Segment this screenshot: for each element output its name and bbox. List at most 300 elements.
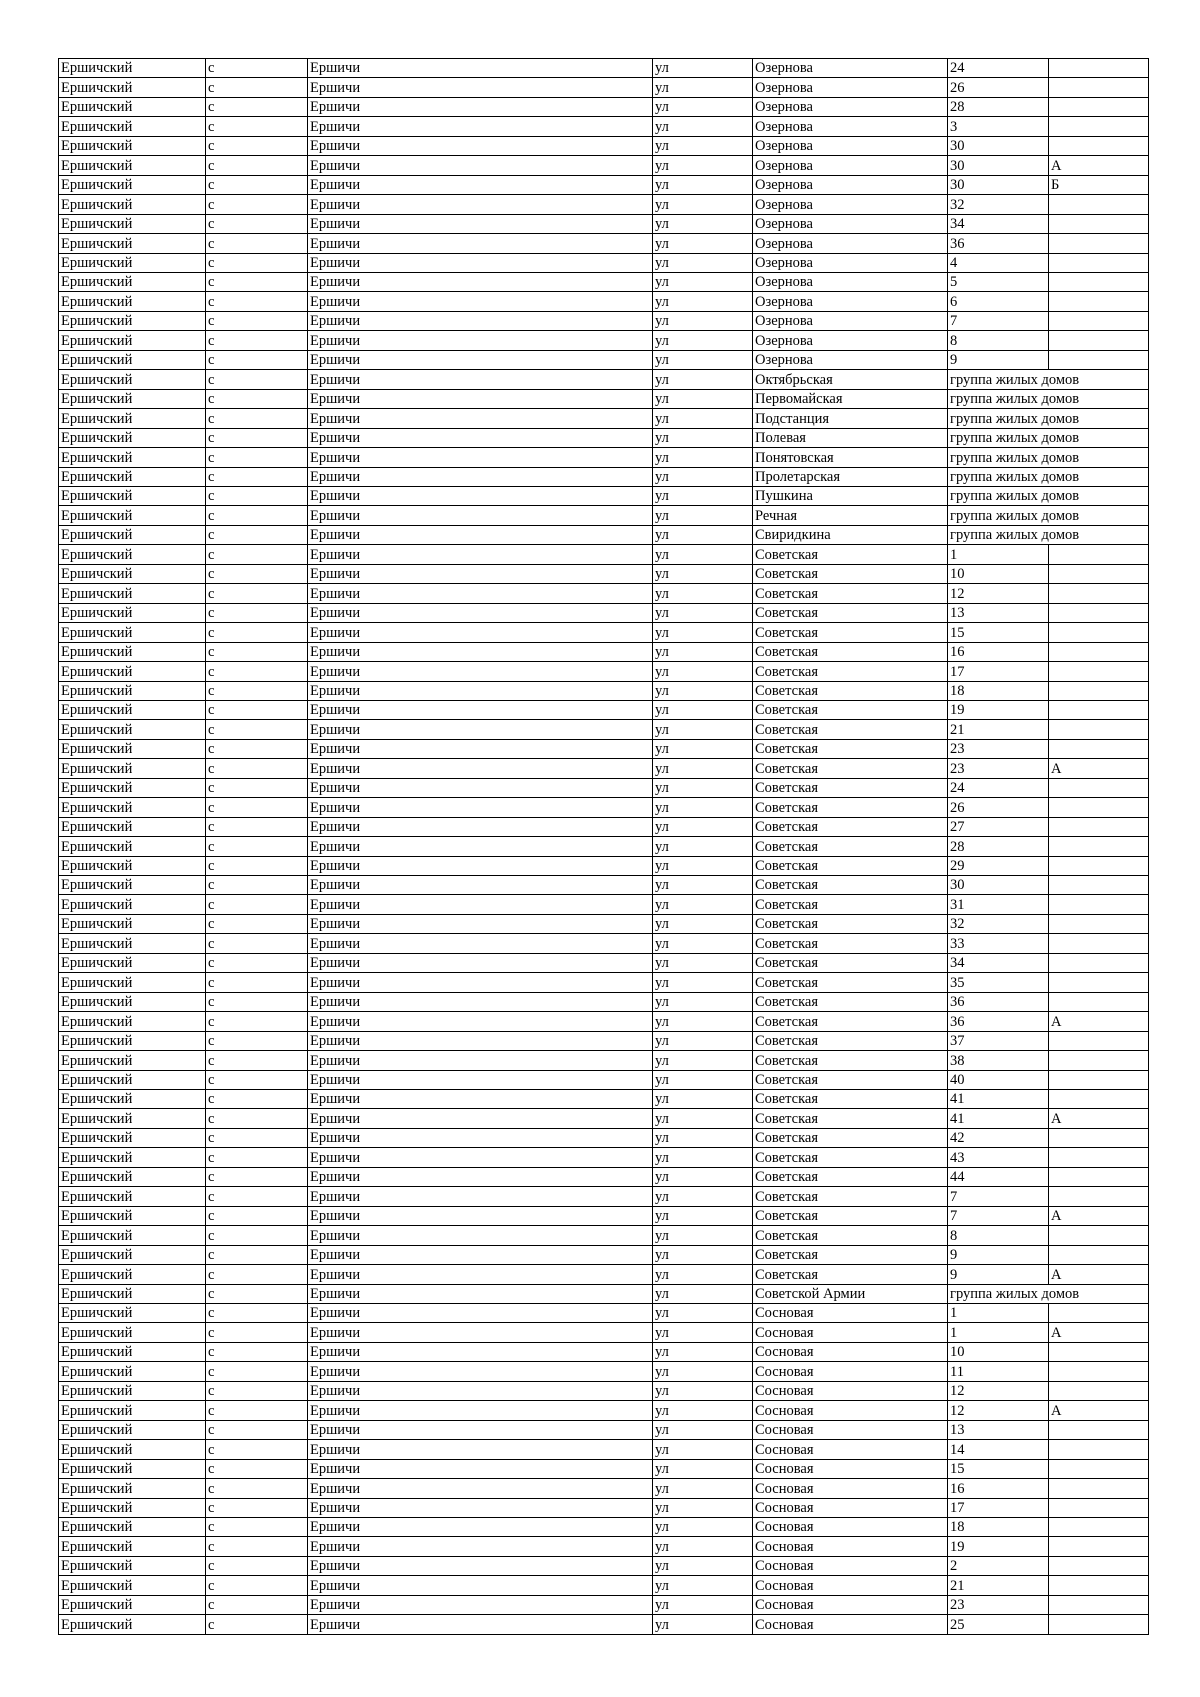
cell-district: Ершичский [59, 428, 206, 447]
table-row [59, 97, 1149, 116]
cell-settlement: Ершичи [308, 1284, 653, 1303]
cell-house-number: 27 [948, 817, 1049, 836]
cell-house-letter [1049, 97, 1149, 116]
cell-street-type: ул [653, 311, 753, 330]
cell-street-type: ул [653, 1031, 753, 1050]
cell-settlement-type: с [206, 876, 308, 895]
cell-street-type: ул [653, 409, 753, 428]
table-row [59, 1187, 1149, 1206]
cell-street-type: ул [653, 1401, 753, 1420]
cell-house-number: 21 [948, 720, 1049, 739]
cell-settlement: Ершичи [308, 992, 653, 1011]
cell-settlement-type: с [206, 136, 308, 155]
cell-settlement-type: с [206, 1187, 308, 1206]
cell-settlement: Ершичи [308, 1090, 653, 1109]
cell-settlement: Ершичи [308, 720, 653, 739]
cell-house-number: 8 [948, 1226, 1049, 1245]
cell-house-letter [1049, 136, 1149, 155]
cell-street: Понятовская [753, 448, 948, 467]
cell-house-number: 21 [948, 1576, 1049, 1595]
cell-house-letter [1049, 1342, 1149, 1361]
cell-house-letter [1049, 1090, 1149, 1109]
cell-settlement-type: с [206, 1342, 308, 1361]
table-row [59, 1304, 1149, 1323]
cell-street: Озернова [753, 272, 948, 291]
cell-house-letter [1049, 681, 1149, 700]
cell-district: Ершичский [59, 837, 206, 856]
cell-house-group: группа жилых домов [948, 525, 1149, 544]
table-row [59, 486, 1149, 505]
cell-street: Озернова [753, 331, 948, 350]
cell-house-letter [1049, 953, 1149, 972]
table-row [59, 1265, 1149, 1284]
cell-house-number: 12 [948, 584, 1049, 603]
cell-house-letter [1049, 1595, 1149, 1614]
cell-house-letter [1049, 214, 1149, 233]
cell-street-type: ул [653, 1537, 753, 1556]
table-row [59, 1148, 1149, 1167]
table-row [59, 506, 1149, 525]
cell-street: Советская [753, 1187, 948, 1206]
cell-house-letter: А [1049, 1206, 1149, 1225]
table-row [59, 642, 1149, 661]
cell-street: Первомайская [753, 389, 948, 408]
cell-settlement: Ершичи [308, 486, 653, 505]
cell-district: Ершичский [59, 584, 206, 603]
cell-settlement: Ершичи [308, 1109, 653, 1128]
table-row [59, 1362, 1149, 1381]
cell-street-type: ул [653, 1498, 753, 1517]
cell-settlement: Ершичи [308, 1401, 653, 1420]
table-row [59, 798, 1149, 817]
cell-settlement-type: с [206, 1070, 308, 1089]
cell-district: Ершичский [59, 448, 206, 467]
cell-house-number: 8 [948, 331, 1049, 350]
cell-street-type: ул [653, 1381, 753, 1400]
cell-settlement-type: с [206, 1537, 308, 1556]
cell-street-type: ул [653, 1109, 753, 1128]
cell-district: Ершичский [59, 545, 206, 564]
cell-settlement-type: с [206, 739, 308, 758]
cell-settlement: Ершичи [308, 525, 653, 544]
table-row [59, 389, 1149, 408]
cell-house-letter [1049, 876, 1149, 895]
cell-street: Советская [753, 1245, 948, 1264]
cell-settlement-type: с [206, 545, 308, 564]
cell-house-letter [1049, 272, 1149, 291]
cell-settlement-type: с [206, 953, 308, 972]
cell-street-type: ул [653, 350, 753, 369]
table-row [59, 1070, 1149, 1089]
cell-district: Ершичский [59, 59, 206, 78]
cell-street-type: ул [653, 370, 753, 389]
table-row [59, 1051, 1149, 1070]
cell-street-type: ул [653, 1304, 753, 1323]
cell-settlement-type: с [206, 292, 308, 311]
cell-street: Озернова [753, 78, 948, 97]
cell-street: Советская [753, 1051, 948, 1070]
table-row [59, 78, 1149, 97]
cell-settlement: Ершичи [308, 759, 653, 778]
cell-district: Ершичский [59, 525, 206, 544]
table-row [59, 1323, 1149, 1342]
cell-street: Речная [753, 506, 948, 525]
cell-house-number: 7 [948, 311, 1049, 330]
cell-house-letter [1049, 1459, 1149, 1478]
cell-settlement-type: с [206, 1265, 308, 1284]
cell-street: Советская [753, 623, 948, 642]
cell-street: Октябрьская [753, 370, 948, 389]
cell-settlement: Ершичи [308, 370, 653, 389]
cell-settlement-type: с [206, 97, 308, 116]
cell-street-type: ул [653, 428, 753, 447]
cell-street: Озернова [753, 195, 948, 214]
cell-street-type: ул [653, 876, 753, 895]
cell-settlement: Ершичи [308, 623, 653, 642]
cell-street-type: ул [653, 195, 753, 214]
cell-settlement-type: с [206, 584, 308, 603]
cell-street-type: ул [653, 389, 753, 408]
cell-house-letter [1049, 817, 1149, 836]
cell-street: Озернова [753, 97, 948, 116]
cell-street: Озернова [753, 59, 948, 78]
cell-street-type: ул [653, 856, 753, 875]
cell-street: Сосновая [753, 1362, 948, 1381]
cell-street-type: ул [653, 623, 753, 642]
cell-settlement: Ершичи [308, 681, 653, 700]
cell-settlement-type: с [206, 1576, 308, 1595]
cell-house-letter [1049, 1070, 1149, 1089]
cell-settlement: Ершичи [308, 1245, 653, 1264]
cell-street: Советская [753, 1226, 948, 1245]
cell-house-letter [1049, 1537, 1149, 1556]
cell-street-type: ул [653, 331, 753, 350]
cell-district: Ершичский [59, 331, 206, 350]
cell-street-type: ул [653, 1284, 753, 1303]
cell-house-number: 25 [948, 1615, 1049, 1634]
cell-street: Советская [753, 992, 948, 1011]
cell-street-type: ул [653, 778, 753, 797]
cell-house-letter: А [1049, 1323, 1149, 1342]
cell-street-type: ул [653, 1012, 753, 1031]
cell-house-number: 32 [948, 914, 1049, 933]
cell-house-number: 41 [948, 1090, 1049, 1109]
cell-settlement: Ершичи [308, 1304, 653, 1323]
cell-street: Советская [753, 1167, 948, 1186]
cell-house-letter [1049, 564, 1149, 583]
table-row [59, 234, 1149, 253]
cell-house-number: 34 [948, 214, 1049, 233]
cell-street: Советская [753, 953, 948, 972]
cell-house-letter [1049, 1498, 1149, 1517]
cell-house-number: 12 [948, 1401, 1049, 1420]
cell-house-letter [1049, 331, 1149, 350]
cell-street-type: ул [653, 1459, 753, 1478]
cell-house-number: 30 [948, 156, 1049, 175]
cell-settlement-type: с [206, 720, 308, 739]
cell-settlement: Ершичи [308, 1517, 653, 1536]
cell-district: Ершичский [59, 876, 206, 895]
cell-settlement: Ершичи [308, 1031, 653, 1050]
cell-house-number: 14 [948, 1440, 1049, 1459]
cell-street-type: ул [653, 584, 753, 603]
cell-house-letter [1049, 778, 1149, 797]
cell-district: Ершичский [59, 681, 206, 700]
cell-street: Советская [753, 856, 948, 875]
cell-street: Сосновая [753, 1323, 948, 1342]
table-row [59, 1595, 1149, 1614]
cell-street: Сосновая [753, 1498, 948, 1517]
table-row [59, 117, 1149, 136]
table-row [59, 545, 1149, 564]
table-row [59, 1459, 1149, 1478]
cell-settlement: Ершичи [308, 1070, 653, 1089]
cell-house-number: 36 [948, 1012, 1049, 1031]
cell-settlement-type: с [206, 1517, 308, 1536]
cell-house-letter [1049, 78, 1149, 97]
table-row [59, 311, 1149, 330]
cell-house-number: 6 [948, 292, 1049, 311]
cell-settlement-type: с [206, 331, 308, 350]
cell-house-letter [1049, 59, 1149, 78]
cell-house-number: 7 [948, 1206, 1049, 1225]
cell-settlement: Ершичи [308, 1420, 653, 1439]
cell-settlement-type: с [206, 759, 308, 778]
cell-street: Советская [753, 1128, 948, 1147]
cell-street-type: ул [653, 1090, 753, 1109]
cell-settlement: Ершичи [308, 603, 653, 622]
cell-house-number: 30 [948, 876, 1049, 895]
cell-settlement-type: с [206, 428, 308, 447]
table-row [59, 584, 1149, 603]
cell-house-letter [1049, 662, 1149, 681]
cell-district: Ершичский [59, 1381, 206, 1400]
cell-street-type: ул [653, 759, 753, 778]
cell-settlement-type: с [206, 1206, 308, 1225]
cell-street: Подстанция [753, 409, 948, 428]
cell-street: Советская [753, 1109, 948, 1128]
cell-house-number: 2 [948, 1556, 1049, 1575]
cell-district: Ершичский [59, 389, 206, 408]
cell-street-type: ул [653, 914, 753, 933]
cell-district: Ершичский [59, 1070, 206, 1089]
cell-street-type: ул [653, 156, 753, 175]
cell-district: Ершичский [59, 253, 206, 272]
cell-house-letter [1049, 1167, 1149, 1186]
cell-house-letter [1049, 1362, 1149, 1381]
table-row [59, 1440, 1149, 1459]
cell-settlement: Ершичи [308, 350, 653, 369]
cell-street: Советская [753, 662, 948, 681]
cell-house-letter [1049, 603, 1149, 622]
cell-street-type: ул [653, 700, 753, 719]
cell-district: Ершичский [59, 1420, 206, 1439]
cell-street: Пушкина [753, 486, 948, 505]
cell-house-letter [1049, 1304, 1149, 1323]
cell-settlement: Ершичи [308, 1479, 653, 1498]
cell-settlement: Ершичи [308, 837, 653, 856]
cell-settlement-type: с [206, 564, 308, 583]
cell-house-letter [1049, 992, 1149, 1011]
cell-house-number: 18 [948, 681, 1049, 700]
cell-house-number: 40 [948, 1070, 1049, 1089]
cell-house-number: 12 [948, 1381, 1049, 1400]
cell-house-number: 10 [948, 1342, 1049, 1361]
cell-house-letter [1049, 895, 1149, 914]
cell-settlement: Ершичи [308, 1323, 653, 1342]
cell-settlement-type: с [206, 253, 308, 272]
cell-street-type: ул [653, 214, 753, 233]
cell-street-type: ул [653, 662, 753, 681]
cell-house-number: 17 [948, 1498, 1049, 1517]
cell-settlement-type: с [206, 837, 308, 856]
cell-settlement: Ершичи [308, 136, 653, 155]
cell-house-letter [1049, 1479, 1149, 1498]
cell-settlement: Ершичи [308, 895, 653, 914]
cell-settlement-type: с [206, 350, 308, 369]
table-row [59, 700, 1149, 719]
table-row [59, 136, 1149, 155]
cell-street: Сосновая [753, 1479, 948, 1498]
cell-settlement-type: с [206, 778, 308, 797]
cell-settlement: Ершичи [308, 1342, 653, 1361]
cell-district: Ершичский [59, 1595, 206, 1614]
cell-settlement-type: с [206, 642, 308, 661]
cell-district: Ершичский [59, 1265, 206, 1284]
cell-settlement: Ершичи [308, 1440, 653, 1459]
cell-house-number: 1 [948, 1304, 1049, 1323]
address-table-body [59, 59, 1149, 1635]
cell-house-number: 13 [948, 603, 1049, 622]
cell-street-type: ул [653, 175, 753, 194]
cell-street-type: ул [653, 97, 753, 116]
cell-street-type: ул [653, 136, 753, 155]
cell-house-number: 44 [948, 1167, 1049, 1186]
cell-district: Ершичский [59, 97, 206, 116]
cell-settlement: Ершичи [308, 428, 653, 447]
cell-district: Ершичский [59, 1051, 206, 1070]
cell-street-type: ул [653, 1595, 753, 1614]
cell-house-number: 41 [948, 1109, 1049, 1128]
cell-street: Озернова [753, 292, 948, 311]
cell-settlement: Ершичи [308, 953, 653, 972]
cell-street-type: ул [653, 798, 753, 817]
table-row [59, 272, 1149, 291]
cell-settlement-type: с [206, 1284, 308, 1303]
cell-house-letter [1049, 195, 1149, 214]
cell-settlement-type: с [206, 662, 308, 681]
cell-settlement-type: с [206, 817, 308, 836]
cell-house-letter [1049, 350, 1149, 369]
cell-street: Советская [753, 1012, 948, 1031]
cell-street: Советская [753, 1206, 948, 1225]
cell-house-letter [1049, 234, 1149, 253]
cell-street-type: ул [653, 1070, 753, 1089]
cell-district: Ершичский [59, 78, 206, 97]
cell-street-type: ул [653, 953, 753, 972]
cell-house-number: 38 [948, 1051, 1049, 1070]
cell-district: Ершичский [59, 934, 206, 953]
cell-settlement: Ершичи [308, 876, 653, 895]
cell-street: Озернова [753, 136, 948, 155]
cell-settlement-type: с [206, 992, 308, 1011]
cell-district: Ершичский [59, 1615, 206, 1634]
cell-settlement-type: с [206, 486, 308, 505]
cell-street: Озернова [753, 175, 948, 194]
table-row [59, 1012, 1149, 1031]
table-row [59, 253, 1149, 272]
cell-settlement: Ершичи [308, 1459, 653, 1478]
cell-district: Ершичский [59, 603, 206, 622]
address-table [58, 58, 1149, 1635]
cell-street-type: ул [653, 1342, 753, 1361]
cell-district: Ершичский [59, 1537, 206, 1556]
cell-settlement: Ершичи [308, 1498, 653, 1517]
cell-district: Ершичский [59, 1206, 206, 1225]
cell-settlement: Ершичи [308, 1615, 653, 1634]
cell-settlement: Ершичи [308, 1265, 653, 1284]
cell-house-letter [1049, 1615, 1149, 1634]
cell-district: Ершичский [59, 234, 206, 253]
cell-street: Советская [753, 700, 948, 719]
cell-house-letter [1049, 700, 1149, 719]
cell-house-letter [1049, 1187, 1149, 1206]
cell-settlement-type: с [206, 59, 308, 78]
cell-district: Ершичский [59, 1362, 206, 1381]
cell-house-number: 36 [948, 234, 1049, 253]
cell-house-number: 26 [948, 78, 1049, 97]
cell-settlement-type: с [206, 623, 308, 642]
cell-house-number: 24 [948, 778, 1049, 797]
cell-house-letter [1049, 837, 1149, 856]
cell-street-type: ул [653, 59, 753, 78]
cell-settlement-type: с [206, 1459, 308, 1478]
cell-street-type: ул [653, 525, 753, 544]
cell-street: Советская [753, 584, 948, 603]
cell-house-number: 7 [948, 1187, 1049, 1206]
table-row [59, 1226, 1149, 1245]
cell-house-letter: А [1049, 156, 1149, 175]
cell-house-number: 9 [948, 1265, 1049, 1284]
table-row [59, 681, 1149, 700]
cell-settlement-type: с [206, 175, 308, 194]
cell-street-type: ул [653, 1226, 753, 1245]
cell-house-letter: А [1049, 759, 1149, 778]
cell-settlement: Ершичи [308, 506, 653, 525]
cell-settlement: Ершичи [308, 409, 653, 428]
table-row [59, 662, 1149, 681]
cell-settlement: Ершичи [308, 1362, 653, 1381]
cell-house-group: группа жилых домов [948, 448, 1149, 467]
cell-house-number: 33 [948, 934, 1049, 953]
cell-street: Советской Армии [753, 1284, 948, 1303]
table-row [59, 895, 1149, 914]
cell-settlement: Ершичи [308, 914, 653, 933]
cell-house-number: 15 [948, 1459, 1049, 1478]
cell-settlement-type: с [206, 1595, 308, 1614]
cell-house-number: 31 [948, 895, 1049, 914]
table-row [59, 214, 1149, 233]
table-row [59, 778, 1149, 797]
cell-district: Ершичский [59, 311, 206, 330]
cell-street-type: ул [653, 253, 753, 272]
cell-district: Ершичский [59, 720, 206, 739]
cell-district: Ершичский [59, 117, 206, 136]
table-row [59, 59, 1149, 78]
table-row [59, 1556, 1149, 1575]
cell-district: Ершичский [59, 798, 206, 817]
cell-street-type: ул [653, 934, 753, 953]
